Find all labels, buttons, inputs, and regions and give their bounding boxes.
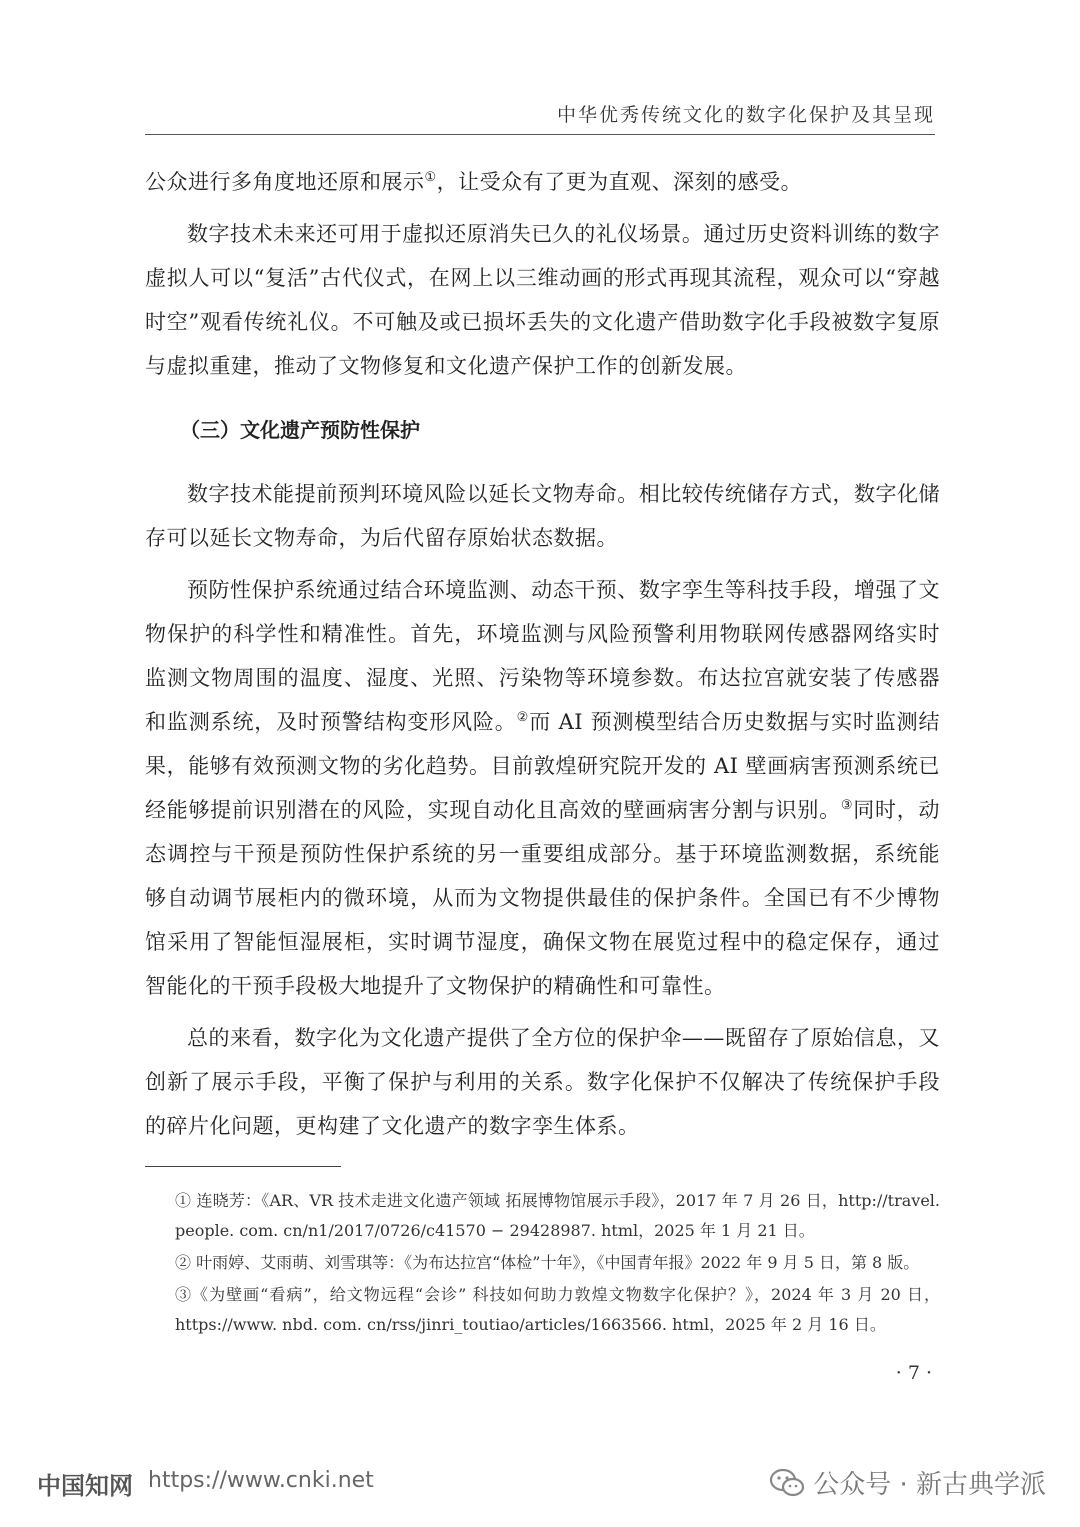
footnotes [175, 1186, 940, 1342]
paragraph-3: 数字技术能提前预判环境风险以延长文物寿命。相比较传统储存方式，数字化储存可以延长文物寿命，为后代留存原始状态数据。 [145, 482, 940, 550]
running-header [145, 100, 935, 135]
footnote-ref-2[interactable]: ② [516, 710, 530, 725]
page-number: · 7 · [895, 1362, 932, 1384]
footnote-divider [145, 1166, 341, 1167]
section-heading: （三）文化遗产预防性保护 [180, 418, 420, 442]
wechat-account [769, 1464, 1046, 1501]
paragraph-4: 预防性保护系统通过结合环境监测、动态干预、数字孪生等科技手段，增强了文物保护的科学性和精准性。首先，环境监测与风险预警利用物联网传感器网络实时监测文物周围的温度、湿度、光照、污染物等环境参数。布达拉宫就安装了传感器和监测系统，及时预警结构变形风险。②而 AI 预测模型结合历史数据与实时监测结果，能够有效预测文物的劣化趋势。目前敦煌研究院开发的 AI 壁画病害预测系统已经能够提前识别潜在的风险，实现自动化且高效的壁画病害分割与识别。③同时，动态调控与干预是预防性保护系统的另一重要组成部分。基于环境监测数据，系统能够自动调节展柜内的微环境，从而为文物提供最佳的保护条件。全国已有不少博物馆采用了智能恒湿展柜，实时调节湿度，确保文物在展览过程中的稳定保存，通过智能化的干预手段极大地提升了文物保护的精确性和可靠性。 [145, 578, 941, 998]
footnote-1: ① 连晓芳：《AR、VR 技术走进文化遗产领域 拓展博物馆展示手段》，2017 年 7 月 26 日，http://travel. people. com. cn/n1/2017/0726/c41570 − 29428987. html，2025 年 1 月 21 日。 [175, 1191, 940, 1240]
cnki-logo: 中国知网 [37, 1472, 133, 1500]
body-text [145, 160, 940, 1148]
wechat-account-label: 公众号 · 新古典学派 [813, 1470, 1046, 1500]
footnote-ref-1[interactable]: ① [424, 170, 437, 185]
running-header-title: 中华优秀传统文化的数字化保护及其呈现 [556, 104, 935, 126]
footnote-2: ② 叶雨婷、艾雨萌、刘雪琪等：《为布达拉宫“体检”十年》，《中国青年报》2022 年 9 月 5 日，第 8 版。 [175, 1253, 920, 1272]
cnki-url[interactable]: https://www.cnki.net [148, 1468, 374, 1493]
paragraph-5: 总的来看，数字化为文化遗产提供了全方位的保护伞——既留存了原始信息，又创新了展示手段，平衡了保护与利用的关系。数字化保护不仅解决了传统保护手段的碎片化问题，更构建了文化遗产的数字孪生体系。 [145, 1026, 940, 1138]
footnote-3: ③《为壁画“看病”，给文物远程“会诊” 科技如何助力敦煌文物数字化保护？》，2024 年 3 月 20 日，https://www. nbd. com. cn/rss/jinri_toutiao/articles/1663566. html，2025 年 2 月 16 日。 [175, 1285, 940, 1334]
wechat-icon [769, 1467, 805, 1499]
watermark-bar [0, 1456, 1080, 1512]
paragraph-1: 公众进行多角度地还原和展示①，让受众有了更为直观、深刻的感受。 [145, 170, 803, 194]
footnote-ref-3[interactable]: ③ [840, 798, 854, 813]
paragraph-2: 数字技术未来还可用于虚拟还原消失已久的礼仪场景。通过历史资料训练的数字虚拟人可以“复活”古代仪式，在网上以三维动画的形式再现其流程，观众可以“穿越时空”观看传统礼仪。不可触及或已损坏丢失的文化遗产借助数字化手段被数字复原与虚拟重建，推动了文物修复和文化遗产保护工作的创新发展。 [145, 222, 940, 378]
